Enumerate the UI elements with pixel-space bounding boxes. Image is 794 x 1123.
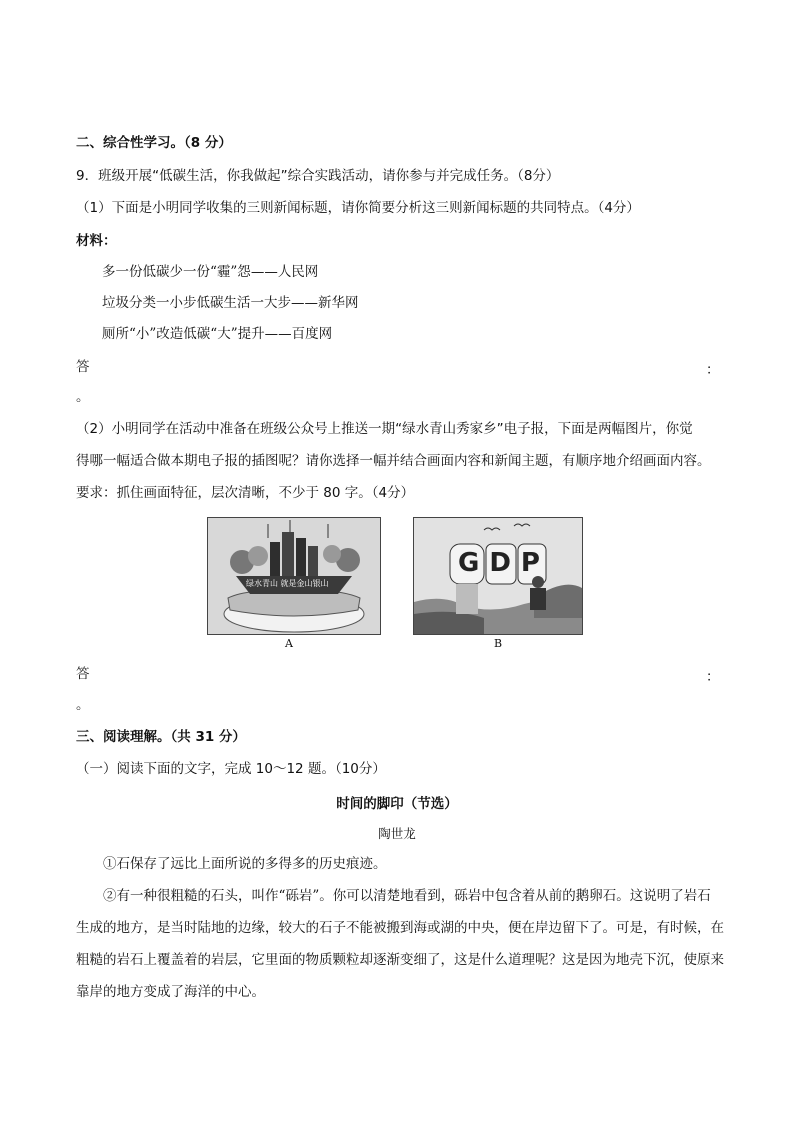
headline-3 xyxy=(102,325,332,343)
answer-colon-1: ： xyxy=(706,362,720,378)
figure-b-word: GDP xyxy=(458,548,550,578)
headline-2 xyxy=(102,294,359,312)
section2-heading: 二、综合性学习。（8 分） xyxy=(76,135,232,151)
headline-2-title: 垃圾分类一小步低碳生活一大步 xyxy=(102,295,291,311)
headline-1-source: ——人民网 xyxy=(250,264,319,280)
answer-end-1: 。 xyxy=(76,389,90,405)
material-label: 材料： xyxy=(76,233,117,249)
figure-a-label: A xyxy=(285,637,293,650)
headline-3-title: 厕所“小”改造低碳“大”提升 xyxy=(102,326,265,342)
question-9-2-line3: 要求：抓住画面特征，层次清晰，不少于 80 字。（4分） xyxy=(76,485,415,501)
passage-author: 陶世龙 xyxy=(378,826,416,841)
passage-paragraph-1: ①石保存了远比上面所说的多得多的历史痕迹。 xyxy=(103,856,387,872)
section3-heading: 三、阅读理解。（共 31 分） xyxy=(76,729,246,745)
question-9: 9．班级开展“低碳生活，你我做起”综合实践活动，请你参与并完成任务。（8分） xyxy=(76,168,560,184)
answer-colon-2: ： xyxy=(706,669,720,685)
answer-label-1: 答 xyxy=(76,359,90,375)
figure-b-label: B xyxy=(494,637,503,650)
headline-1-title: 多一份低碳少一份“霾”怨 xyxy=(102,264,251,280)
question-9-1: （1）下面是小明同学收集的三则新闻标题，请你简要分析这三则新闻标题的共同特点。（4分） xyxy=(76,200,640,216)
passage-title: 时间的脚印（节选） xyxy=(336,796,458,812)
figure-a-illustration xyxy=(208,518,380,634)
question-9-2-line1: （2）小明同学在活动中准备在班级公众号上推送一期“绿水青山秀家乡”电子报，下面是两幅图片，你觉 xyxy=(76,421,693,437)
question-9-2-line2: 得哪一幅适合做本期电子报的插图呢？请你选择一幅并结合画面内容和新闻主题，有顺序地介绍画面内容。 xyxy=(76,453,711,469)
passage-paragraph-2: ②有一种很粗糙的石头，叫作“砾岩”。你可以清楚地看到，砾岩中包含着从前的鹅卵石。这说明了岩石生成的地方，是当时陆地的边缘，较大的石子不能被搬到海或湖的中央，便在岸边留下了。可是，有时候，在粗糙的岩石上覆盖着的岩层，它里面的物质颗粒却逐渐变细了，这是什么道理呢？这是因为地壳下沉，使原来靠岸的地方变成了海洋的中心。 xyxy=(76,888,724,1000)
figure-a-image xyxy=(207,517,381,635)
section3-sub1: （一）阅读下面的文字，完成 10～12 题。（10分） xyxy=(76,761,386,777)
headline-3-source: ——百度网 xyxy=(264,326,333,342)
figure-a-banner: 绿水青山 就是金山银山 xyxy=(246,579,329,588)
answer-end-2: 。 xyxy=(76,697,90,713)
headline-1 xyxy=(102,263,318,281)
headline-2-source: ——新华网 xyxy=(291,295,359,311)
answer-label-2: 答 xyxy=(76,666,90,682)
figure-b-image xyxy=(413,517,583,635)
